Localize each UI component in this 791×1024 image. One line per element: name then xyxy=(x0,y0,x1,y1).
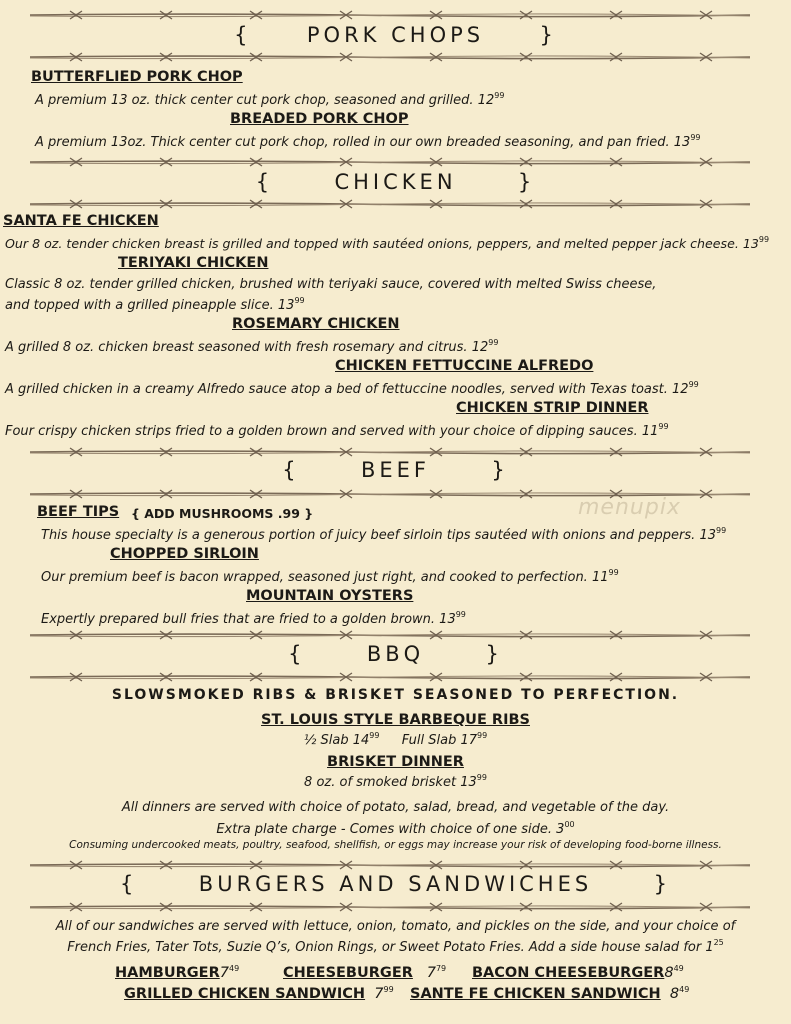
plate-charge-note xyxy=(0,820,791,837)
price: 12 xyxy=(477,93,495,108)
price: 11 xyxy=(641,424,659,439)
price-cents: 99 xyxy=(688,380,699,389)
desc-text: A premium 13 oz. thick center cut pork chop, seasoned and grilled. xyxy=(35,93,474,108)
section-title: BURGERS AND SANDWICHES xyxy=(198,872,593,896)
desc-text: Our premium beef is bacon wrapped, seasoned just right, and cooked to perfection. xyxy=(41,570,588,585)
barbed-wire-divider xyxy=(30,50,750,64)
brace-open: { xyxy=(255,170,274,194)
barbed-wire-divider xyxy=(30,197,750,211)
sandwich-intro: All of our sandwiches are served with lettuce, onion, tomato, and pickles on the side, and your choice of xyxy=(55,919,736,934)
desc-text: A grilled chicken in a creamy Alfredo sauce atop a bed of fettuccine noodles, served with Texas toast. xyxy=(5,382,668,397)
price-cents: 99 xyxy=(494,91,505,100)
bbq-brisket-title-row xyxy=(0,751,791,770)
price-cents: 99 xyxy=(690,133,701,142)
item-desc xyxy=(41,610,466,627)
price-cents: 99 xyxy=(488,338,499,347)
barbed-wire-divider xyxy=(30,670,750,684)
section-title: BBQ xyxy=(366,642,425,666)
price: 13 xyxy=(439,612,456,627)
price-cents: 99 xyxy=(658,422,669,431)
item-title-st-louis-ribs: ST. LOUIS STYLE BARBEQUE RIBS xyxy=(261,712,530,728)
item-desc xyxy=(35,91,504,108)
section-title: PORK CHOPS xyxy=(306,23,485,47)
price-cents: 99 xyxy=(455,610,466,619)
item-cheeseburger xyxy=(283,964,446,981)
bbq-ribs-prices xyxy=(0,731,791,748)
price-cents: 49 xyxy=(673,964,684,973)
item-title: BACON CHEESEBURGER xyxy=(472,965,665,981)
item-desc xyxy=(5,422,669,439)
desc-text: A premium 13oz. Thick center cut pork chop, rolled in our own breaded seasoning, and pan fried. xyxy=(35,135,670,150)
dinner-note: All dinners are served with choice of potato, salad, bread, and vegetable of the day. xyxy=(121,800,670,815)
barbed-wire-divider xyxy=(30,8,750,22)
item-desc xyxy=(5,296,305,313)
brace-close: } xyxy=(653,872,671,896)
section-title: CHICKEN xyxy=(334,170,457,194)
price: 7 xyxy=(219,965,229,981)
price: 11 xyxy=(591,570,609,585)
price: 13 xyxy=(277,298,295,313)
item-title: CHEESEBURGER xyxy=(283,965,413,981)
price-cents: 99 xyxy=(383,985,394,994)
desc-text: Expertly prepared bull fries that are fried to a golden brown. xyxy=(41,612,436,627)
price-cents: 99 xyxy=(716,526,727,535)
item-title: HAMBURGER xyxy=(115,965,220,981)
item-sante-fe-chicken-sandwich xyxy=(410,985,689,1002)
item-desc: Classic 8 oz. tender grilled chicken, brushed with teriyaki sauce, covered with melted Swiss cheese, xyxy=(5,277,657,292)
item-title-santa-fe-chicken: SANTA FE CHICKEN xyxy=(3,213,159,229)
price-cents: 79 xyxy=(435,964,447,973)
price: 8 xyxy=(669,986,680,1002)
brace-open: { xyxy=(288,642,306,666)
item-desc xyxy=(41,568,619,585)
price: 13 xyxy=(699,528,716,543)
desc-text: Our 8 oz. tender chicken breast is grilled and topped with sautéed onions, peppers, and melted pepper jack cheese. xyxy=(5,236,739,251)
desc-text: This house specialty is a generous portion of juicy beef sirloin tips sautéed with onions and peppers. xyxy=(41,528,696,543)
item-title-breaded-pork-chop: BREADED PORK CHOP xyxy=(230,111,409,127)
barbed-wire-divider xyxy=(30,155,750,169)
brace-close: } xyxy=(517,170,536,194)
desc-text: 8 oz. of smoked brisket 13 xyxy=(304,775,477,790)
desc-text: Four crispy chicken strips fried to a golden brown and served with your choice of dipping sauces. xyxy=(5,424,638,439)
price: 13 xyxy=(742,236,759,251)
brace-open: { xyxy=(120,872,138,896)
price-cents: 99 xyxy=(758,235,770,244)
price: 7 xyxy=(374,986,384,1002)
bbq-tagline: SLOWSMOKED RIBS & BRISKET SEASONED TO PERFECTION. xyxy=(111,687,680,703)
section-title: BEEF xyxy=(360,458,431,482)
price-cents: 99 xyxy=(476,773,487,782)
section-header-pork-chops xyxy=(0,23,791,47)
bbq-ribs-title-row xyxy=(0,709,791,728)
item-title-chopped-sirloin: CHOPPED SIRLOIN xyxy=(110,546,259,562)
note-text: Extra plate charge - Comes with choice of one side. 3 xyxy=(216,822,565,837)
price-cents: 25 xyxy=(713,938,724,947)
item-desc xyxy=(0,773,791,790)
item-title-chicken-strip-dinner: CHICKEN STRIP DINNER xyxy=(456,400,649,416)
barbed-wire-divider xyxy=(30,900,750,914)
item-title-teriyaki-chicken: TERIYAKI CHICKEN xyxy=(118,255,269,271)
add-mushrooms-note: { ADD MUSHROOMS .99 } xyxy=(131,506,314,521)
sandwich-intro xyxy=(0,938,791,955)
price: 12 xyxy=(672,382,689,397)
item-title-rosemary-chicken: ROSEMARY CHICKEN xyxy=(232,316,400,332)
price-cents: 99 xyxy=(294,296,305,305)
barbed-wire-divider xyxy=(30,628,750,642)
item-desc xyxy=(41,526,726,543)
section-header-burgers xyxy=(0,872,791,896)
price: 12 xyxy=(471,340,489,355)
desc-text: and topped with a grilled pineapple slice. xyxy=(5,298,274,313)
price: 8 xyxy=(664,965,674,981)
price-cents: 00 xyxy=(564,820,575,829)
desc-text: A grilled 8 oz. chicken breast seasoned with fresh rosemary and citrus. xyxy=(5,340,468,355)
item-title-chicken-fettuccine-alfredo: CHICKEN FETTUCCINE ALFREDO xyxy=(335,358,594,374)
item-desc xyxy=(5,380,699,397)
item-bacon-cheeseburger xyxy=(472,964,684,981)
price-full-slab: Full Slab 17 xyxy=(401,733,478,748)
price-cents: 49 xyxy=(228,964,240,973)
brace-close: } xyxy=(485,642,503,666)
price: 13 xyxy=(673,135,691,150)
item-desc xyxy=(35,133,701,150)
brace-open: { xyxy=(234,23,252,47)
intro-text: French Fries, Tater Tots, Suzie Q’s, Onion Rings, or Sweet Potato Fries. Add a side house salad for 1 xyxy=(67,940,714,955)
item-desc xyxy=(5,235,769,251)
item-title-beef-tips: BEEF TIPS xyxy=(37,504,120,520)
price-cents: 49 xyxy=(679,985,690,994)
price-cents: 99 xyxy=(477,731,488,740)
item-desc xyxy=(5,338,498,355)
price: 7 xyxy=(426,965,436,981)
health-warning: Consuming undercooked meats, poultry, seafood, shellfish, or eggs may increase your risk of developing food-borne illness. xyxy=(69,839,722,851)
item-title: SANTE FE CHICKEN SANDWICH xyxy=(410,986,661,1002)
section-header-bbq xyxy=(0,642,791,666)
watermark: menupix xyxy=(578,495,681,520)
item-grilled-chicken-sandwich xyxy=(124,985,394,1002)
item-hamburger xyxy=(115,964,239,981)
item-title-brisket-dinner: BRISKET DINNER xyxy=(327,754,464,770)
barbed-wire-divider xyxy=(30,445,750,459)
brace-close: } xyxy=(491,458,509,482)
brace-close: } xyxy=(539,23,557,47)
brace-open: { xyxy=(282,458,300,482)
item-title-mountain-oysters: MOUNTAIN OYSTERS xyxy=(246,588,414,604)
section-header-beef xyxy=(0,458,791,482)
price-half-slab: ½ Slab 14 xyxy=(303,733,370,748)
item-title: GRILLED CHICKEN SANDWICH xyxy=(124,986,366,1002)
barbed-wire-divider xyxy=(30,858,750,872)
section-header-chicken xyxy=(0,170,791,194)
price-cents: 99 xyxy=(608,568,619,577)
price-cents: 99 xyxy=(369,731,380,740)
item-title-butterflied-pork-chop: BUTTERFLIED PORK CHOP xyxy=(31,69,243,85)
